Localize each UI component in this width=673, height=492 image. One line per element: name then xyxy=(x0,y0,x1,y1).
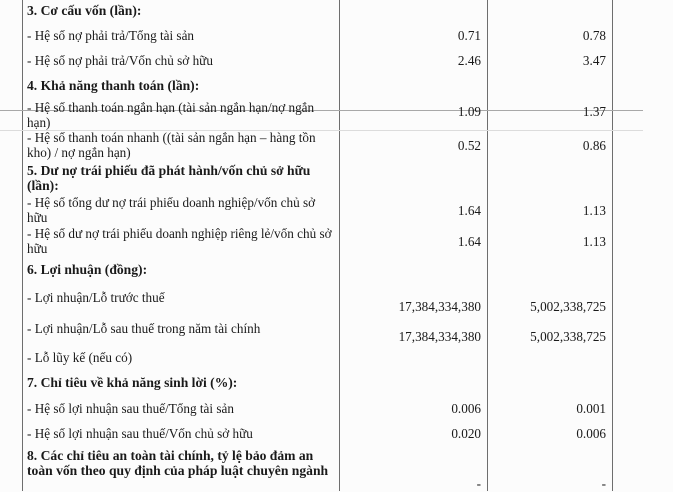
row-value-col1: 17,384,334,380 xyxy=(398,329,481,344)
row-value-col2: 5,002,338,725 xyxy=(530,299,606,314)
table-border-left xyxy=(22,0,23,491)
row-value-col1: 0.020 xyxy=(451,426,481,441)
row-value-col1: 17,384,334,380 xyxy=(398,299,481,314)
row-value-col2: 1.13 xyxy=(582,234,606,249)
row-label: - Hệ số thanh toán nhanh ((tài sản ngắn hạn – hàng tồn kho) / nợ ngắn hạn) xyxy=(27,130,316,160)
row-label: - Hệ số tổng dư nợ trái phiếu doanh nghiệp/vốn chủ sở hữu xyxy=(27,195,316,225)
row-value-col1: - xyxy=(476,476,481,491)
row-value-col1: 0.52 xyxy=(457,138,481,153)
section-heading: 7. Chỉ tiêu về khả năng sinh lời (%): xyxy=(27,375,238,390)
row-value-col2: 1.37 xyxy=(582,104,606,119)
row-label: - Lợi nhuận/Lỗ trước thuế xyxy=(27,290,165,305)
row-value-col1: 1.64 xyxy=(457,203,481,218)
row-value-col2: - xyxy=(601,476,606,491)
row-value-col2: 0.001 xyxy=(576,401,606,416)
row-value-col2: 1.13 xyxy=(582,203,606,218)
section-heading: 8. Các chỉ tiêu an toàn tài chính, tỷ lệ bảo đảm an toàn vốn theo quy định của pháp luật chuyên ngành xyxy=(27,448,329,478)
row-value-col2: 0.78 xyxy=(582,28,606,43)
section-heading: 4. Khả năng thanh toán (lần): xyxy=(27,78,200,93)
section-heading: 6. Lợi nhuận (đồng): xyxy=(27,262,148,277)
section-heading: 3. Cơ cấu vốn (lần): xyxy=(27,3,142,18)
table-border-col1 xyxy=(339,0,340,491)
row-value-col2: 3.47 xyxy=(582,53,606,68)
row-label: - Hệ số nợ phải trả/Vốn chủ sở hữu xyxy=(27,53,213,68)
row-value-col2: 0.86 xyxy=(582,138,606,153)
section-heading: 5. Dư nợ trái phiếu đã phát hành/vốn chủ sở hữu (lần): xyxy=(27,163,311,193)
row-value-col1: 0.71 xyxy=(457,28,481,43)
row-value-col1: 1.09 xyxy=(457,104,481,119)
row-label: - Hệ số dư nợ trái phiếu doanh nghiệp riêng lẻ/vốn chủ sở hữu xyxy=(27,226,332,256)
row-value-col2: 0.006 xyxy=(576,426,606,441)
table-border-right xyxy=(612,0,613,491)
row-label: - Hệ số thanh toán ngắn hạn (tài sản ngắn hạn/nợ ngắn hạn) xyxy=(27,100,315,130)
row-label: - Hệ số nợ phải trả/Tổng tài sản xyxy=(27,28,195,43)
row-label: - Lỗ lũy kế (nếu có) xyxy=(27,350,133,365)
row-value-col1: 1.64 xyxy=(457,234,481,249)
row-label: - Lợi nhuận/Lỗ sau thuế trong năm tài chính xyxy=(27,321,261,336)
row-label: - Hệ số lợi nhuận sau thuế/Tổng tài sản xyxy=(27,401,234,416)
row-value-col2: 5,002,338,725 xyxy=(530,329,606,344)
row-label: - Hệ số lợi nhuận sau thuế/Vốn chủ sở hữu xyxy=(27,426,253,441)
row-value-col1: 0.006 xyxy=(451,401,481,416)
row-value-col1: 2.46 xyxy=(457,53,481,68)
